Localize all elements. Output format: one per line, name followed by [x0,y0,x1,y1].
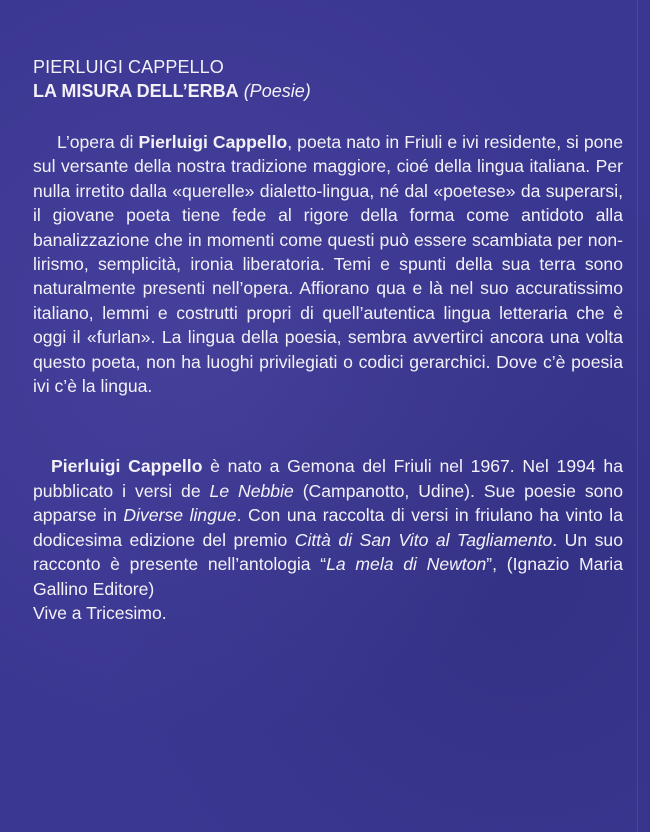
book-subtitle: (Poesie) [243,81,311,101]
author-heading: PIERLUIGI CAPPELLO [33,57,224,77]
bio-text-1: è nato a Gemona del Friuli nel 1967. Nel 1994 ha pubblicato i versi de [33,456,623,501]
bio-text-3: . Con una raccolta di versi in friulano ha vinto la dodicesima edizione del premio [33,505,623,550]
bio-book-title-2: Diverse lingue [123,505,237,526]
bio-anthology-title: La mela di Newton [326,554,487,575]
intro-paragraph [33,130,623,398]
page-edge-line [637,0,638,832]
back-cover-text [33,56,623,625]
bio-text-2: (Campanotto, Udine). Sue poesie sono apparse in [33,480,623,526]
intro-text-1: L’opera di [57,132,139,152]
bio-text-4: . Un suo racconto è presente nell’antologia “ [33,529,623,575]
bio-book-title: Le Nebbie [209,480,294,501]
book-title: LA MISURA DELL’ERBA [33,81,239,101]
bio-residence: Vive a Tricesimo. [33,602,167,623]
bio-prize-name: Città di San Vito al Tagliamento [294,529,553,550]
book-title-line [33,79,623,103]
intro-author-name: Pierluigi Cappello [138,132,288,152]
bio-paragraph [33,454,623,625]
bio-text-5: ”, (Ignazio Maria Gallino Editore) [33,554,623,599]
intro-text-2: , poeta nato in Friuli e ivi residente, si pone sul versante della nostra tradizione maggiore, cioé della lingua italiana. Per nulla irretito dalla «querelle» dialetto-lingua, né dal «poetese» da superarsi, il giovane poeta tiene fede al rigore della forma come antidoto alla banalizzazione che in momenti come questi può essere scambiata per non-lirismo, semplicità, ironia liberatoria. Temi e spunti della sua terra sono naturalmente presenti nell’opera. Affiorano qua e là nel suo accuratissimo italiano, lemmi e costrutti propri di quell’autentica lingua letteraria che è oggi il «furlan». La lingua della poesia, sembra avvertirci ancora una volta questo poeta, non ha luoghi privilegiati o codici gerarchici. Dove c’è poesia ivi c’è la lingua. [33,132,623,397]
bio-author-name: Pierluigi Cappello [51,456,203,477]
